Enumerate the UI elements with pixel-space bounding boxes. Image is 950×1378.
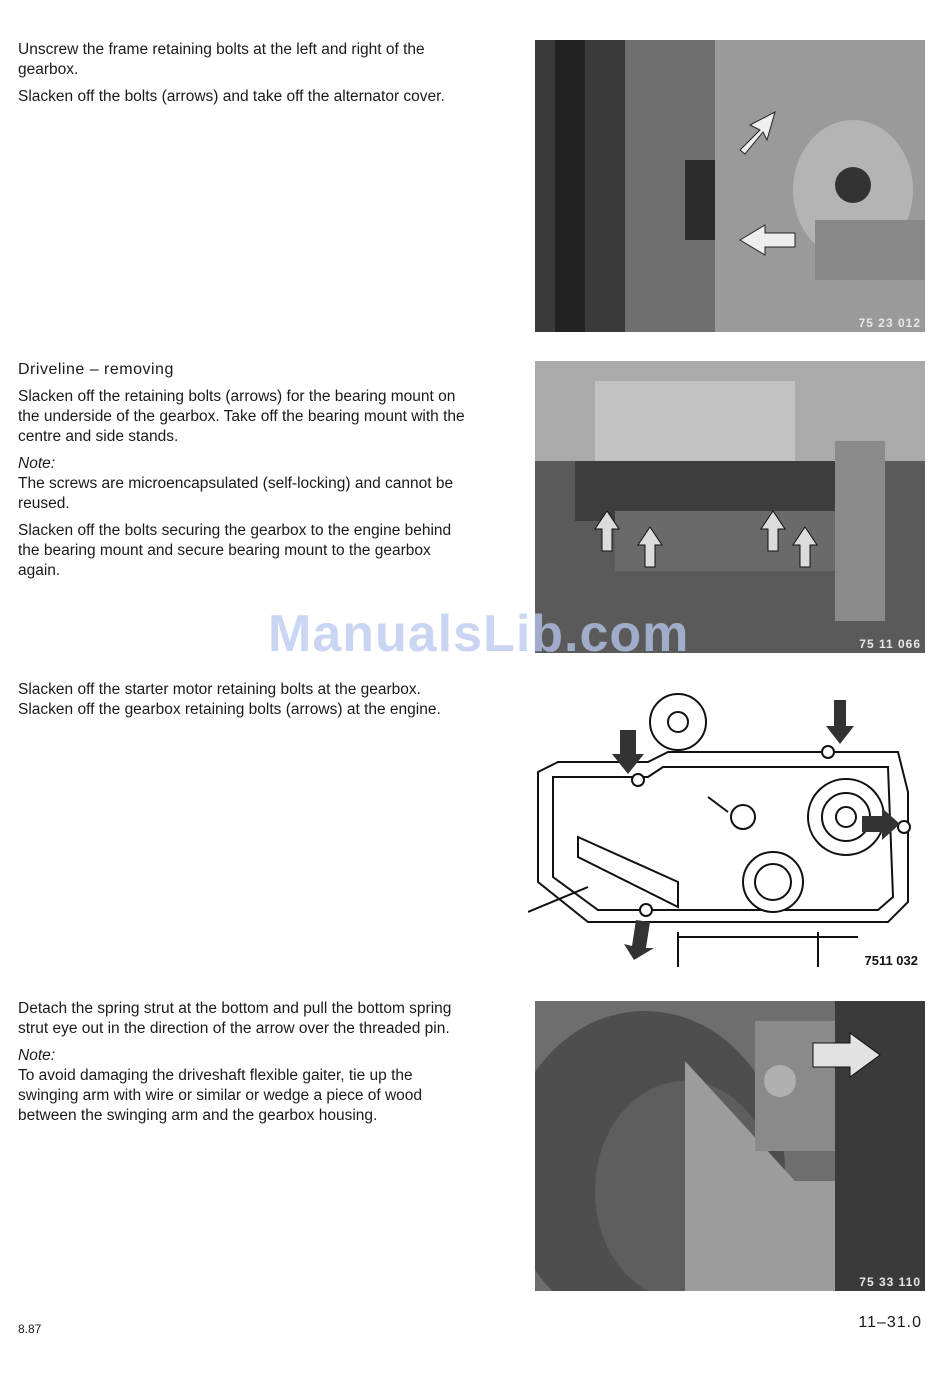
instruction-text: Slacken off the retaining bolts (arrows) for the bearing mount on the underside of the gearbox. Take off the bearing mount with the centre and side stands. [18,388,465,445]
instruction-text: Detach the spring strut at the bottom and pull the bottom spring strut eye out in the direction of the arrow over the threaded pin. [18,1000,452,1037]
figure-code: 7511 032 [864,953,918,968]
section-spring-strut [18,999,468,1133]
figure-code: 75 11 066 [859,637,921,651]
section-driveline-removing [18,360,468,588]
instruction-text: Slacken off the starter motor retaining bolts at the gearbox. Slacken off the gearbox retaining bolts (arrows) at the engine. [18,681,441,718]
footer-date: 8.87 [18,1322,42,1336]
figure-code: 75 23 012 [858,316,921,330]
section-starter-motor [18,680,468,727]
section-heading: Driveline – removing [18,361,174,378]
note-label: Note: [18,455,56,472]
instruction-text: Slacken off the bolts (arrows) and take off the alternator cover. [18,88,445,105]
section-alternator-cover [18,40,468,114]
alternator-cover-photo [535,40,925,332]
spring-strut-photo [535,1001,925,1291]
note-label: Note: [18,1047,56,1064]
gearbox-diagram [528,682,920,974]
note-text: The screws are microencapsulated (self-locking) and cannot be reused. [18,475,454,512]
instruction-text: Unscrew the frame retaining bolts at the left and right of the gearbox. [18,41,425,78]
note-text: To avoid damaging the driveshaft flexible gaiter, tie up the swinging arm with wire or similar or wedge a piece of wood between the swinging arm and the gearbox housing. [18,1067,423,1124]
figure-code: 75 33 110 [859,1275,921,1289]
page-number: 11–31.0 [858,1314,922,1331]
instruction-text: Slacken off the bolts securing the gearbox to the engine behind the bearing mount and secure bearing mount to the gearbox again. [18,522,452,579]
watermark: ManualsLib.com [268,605,690,663]
